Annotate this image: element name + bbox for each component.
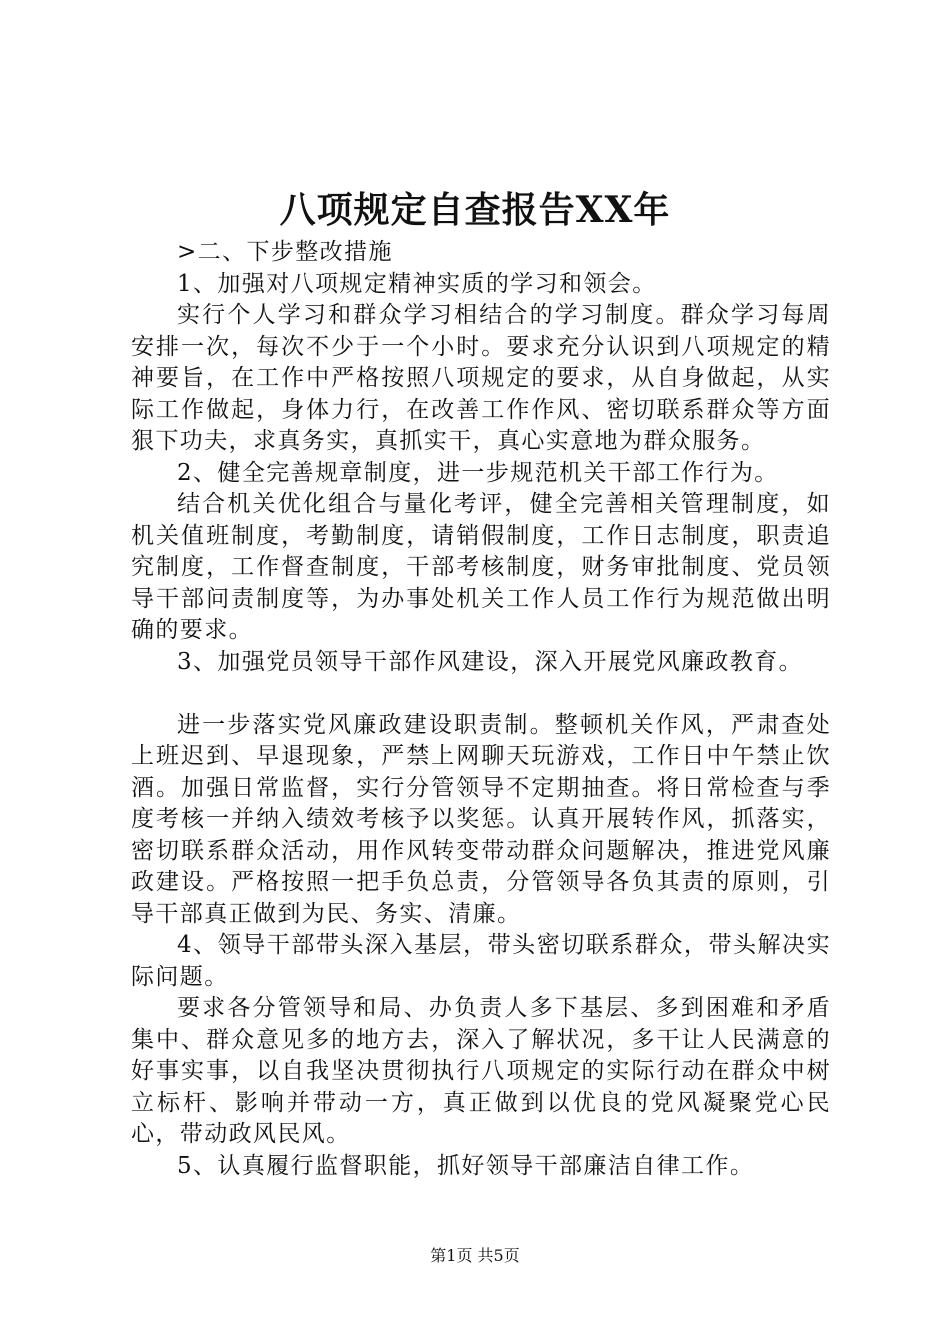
body-paragraph-1: 实行个人学习和群众学习相结合的学习制度。群众学习每周安排一次，每次不少于一个小时。要求充分认识到八项规定的精神要旨，在工作中严格按照八项规定的要求，从自身做起，从实际工作做起，身体力行，在改善工作作风、密切联系群众等方面狠下功夫，求真务实，真抓实干，真心实意地为群众服务。 bbox=[131, 302, 831, 454]
item-heading-3: 3、加强党员领导干部作风建设，深入开展党风廉政教育。 bbox=[177, 648, 804, 675]
item-heading-1: 1、加强对八项规定精神实质的学习和领会。 bbox=[177, 270, 657, 297]
section-heading: >二、下步整改措施 bbox=[177, 239, 393, 265]
body-paragraph-3: 进一步落实党风廉政建设职责制。整顿机关作风，严肃查处上班迟到、早退现象，严禁上网聊天玩游戏，工作日中午禁止饮酒。加强日常监督，实行分管领导不定期抽查。将日常检查与季度考核一并纳入绩效考核予以奖惩。认真开展转作风，抓落实，密切联系群众活动，用作风转变带动群众问题解决，推进党风廉政建设。严格按照一把手负总责，分管领导各负其责的原则，引导干部真正做到为民、务实、清廉。 bbox=[131, 711, 831, 927]
item-heading-2: 2、健全完善规章制度，进一步规范机关干部工作行为。 bbox=[177, 459, 779, 486]
document-body bbox=[131, 237, 831, 1182]
item-heading-5: 5、认真履行监督职能，抓好领导干部廉洁自律工作。 bbox=[177, 1152, 755, 1179]
document-title: 八项规定自查报告XX年 bbox=[279, 189, 671, 231]
page-footer: 第1页 共5页 bbox=[430, 1246, 520, 1265]
body-paragraph-2: 结合机关优化组合与量化考评，健全完善相关管理制度，如机关值班制度，考勤制度，请销假制度，工作日志制度，职责追究制度，工作督查制度，干部考核制度，财务审批制度、党员领导干部问责制度等，为办事处机关工作人员工作行为规范做出明确的要求。 bbox=[131, 491, 831, 643]
item-heading-4: 4、领导干部带头深入基层，带头密切联系群众，带头解决实际问题。 bbox=[131, 932, 831, 990]
blank-line bbox=[131, 678, 831, 710]
body-paragraph-4: 要求各分管领导和局、办负责人多下基层、多到困难和矛盾集中、群众意见多的地方去，深入了解状况，多干让人民满意的好事实事，以自我坚决贯彻执行八项规定的实际行动在群众中树立标杆、影响并带动一方，真正做到以优良的党风凝聚党心民心，带动政风民风。 bbox=[131, 995, 831, 1147]
